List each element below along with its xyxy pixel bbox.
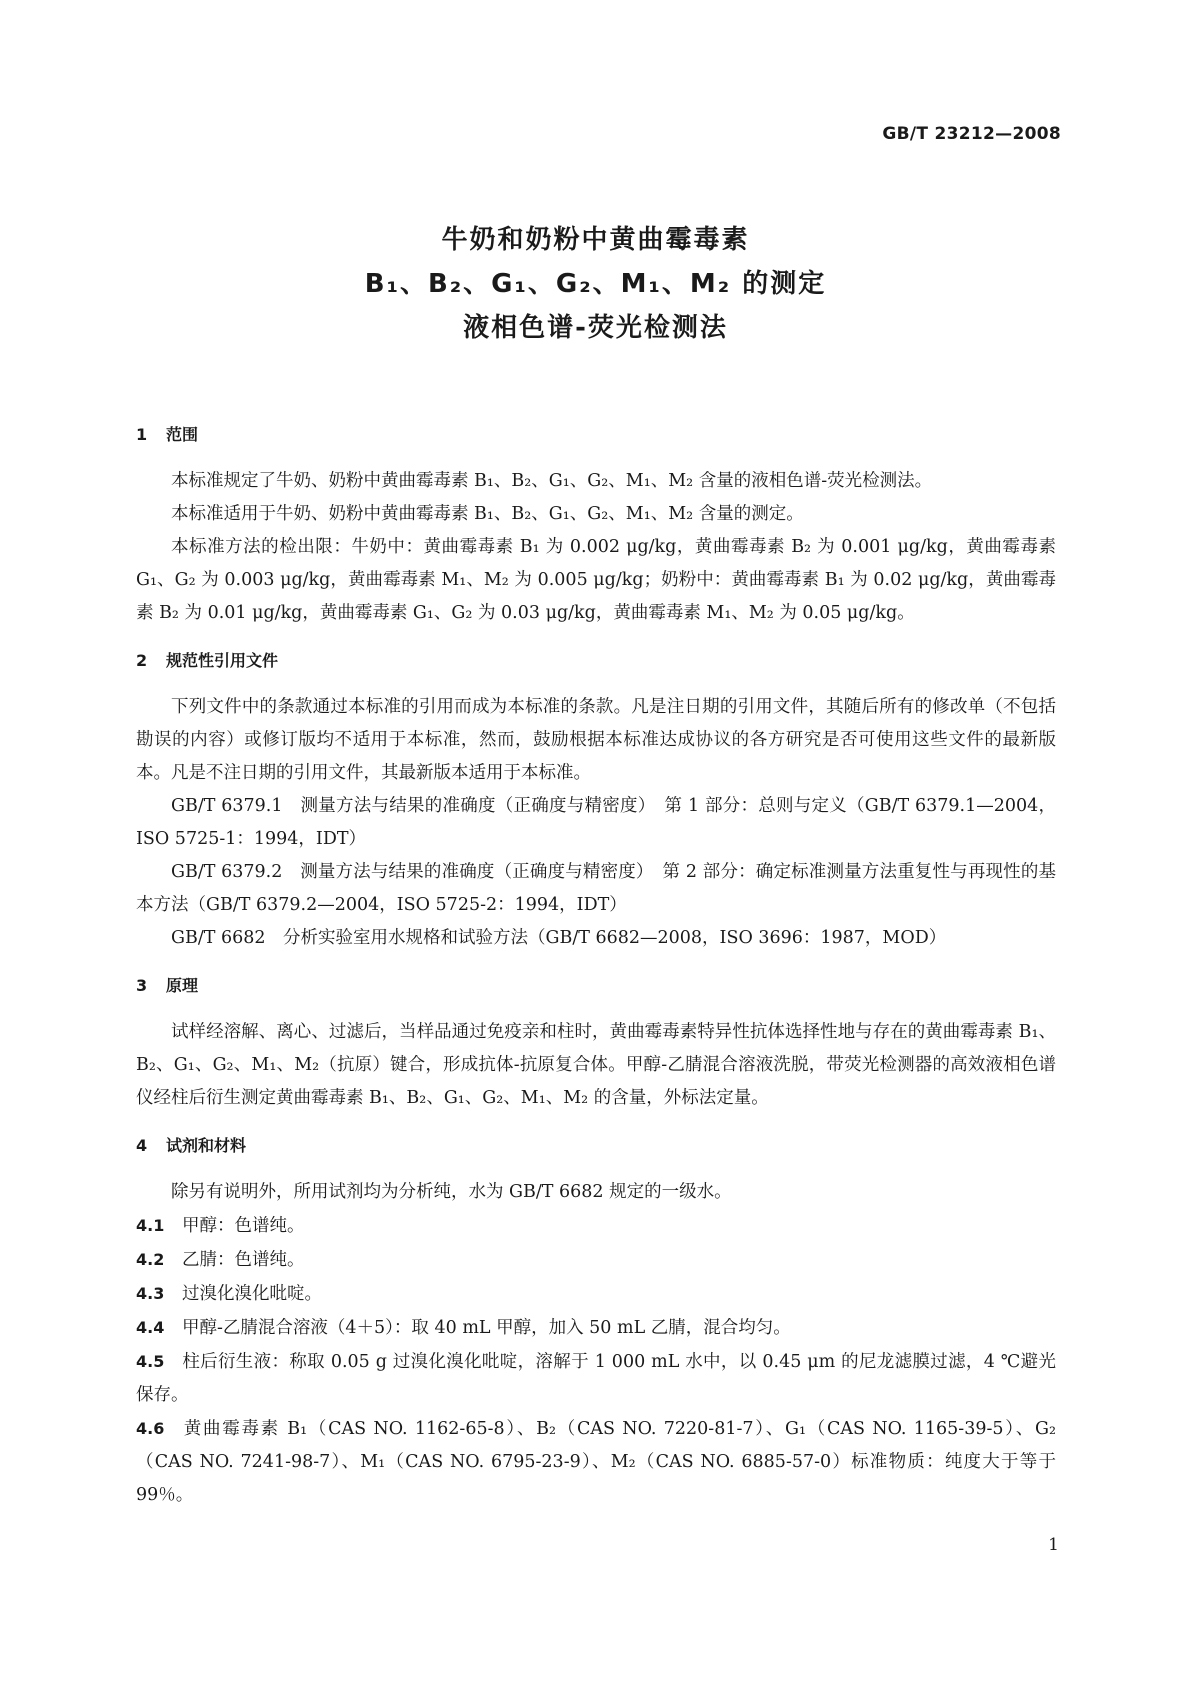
list-item (136, 1345, 1056, 1412)
title-line-2: B₁、B₂、G₁、G₂、M₁、M₂ 的测定 (364, 269, 827, 299)
section-number: 2 (136, 651, 148, 670)
section-number: 4 (136, 1136, 148, 1155)
paragraph: 除另有说明外，所用试剂均为分析纯，水为 GB/T 6682 规定的一级水。 (171, 1182, 732, 1202)
paragraph: 本标准方法的检出限：牛奶中：黄曲霉毒素 B₁ 为 0.002 μg/kg，黄曲霉毒素 B₂ 为 0.001 μg/kg，黄曲霉毒素G₁、G₂ 为 0.003 μg/kg，黄曲霉毒素 M₁、M₂ 为 0.005 μg/kg；奶粉中：黄曲霉毒素 B₁ 为 0.02 μg/kg，黄曲霉毒素 B₂ 为 0.01 μg/kg，黄曲霉毒素 G₁、G₂ 为 0.03 μg/kg，黄曲霉毒素 M₁、M₂ 为 0.05 μg/kg。 (136, 537, 1056, 623)
reference-item: GB/T 6682 分析实验室用水规格和试验方法（GB/T 6682—2008，ISO 3696：1987，MOD） (171, 928, 947, 948)
paragraph: 本标准适用于牛奶、奶粉中黄曲霉毒素 B₁、B₂、G₁、G₂、M₁、M₂ 含量的测定。 (171, 504, 804, 524)
title-line-1: 牛奶和奶粉中黄曲霉毒素 (441, 225, 750, 255)
standard-code: GB/T 23212—2008 (882, 124, 1061, 144)
item-text: 黄曲霉毒素 B₁（CAS NO. 1162-65-8）、B₂（CAS NO. 7220-81-7）、G₁（CAS NO. 1165-39-5）、G₂（CAS NO. 7241-98-7）、M₁（CAS NO. 6795-23-9）、M₂（CAS NO. 6885-57-0）标准物质：纯度大于等于 99％。 (136, 1419, 1056, 1505)
item-number: 4.2 (136, 1250, 165, 1269)
title-line-3: 液相色谱-荧光检测法 (463, 313, 728, 343)
item-number: 4.1 (136, 1216, 165, 1235)
paragraph: 下列文件中的条款通过本标准的引用而成为本标准的条款。凡是注日期的引用文件，其随后所有的修改单（不包括勘误的内容）或修订版均不适用于本标准，然而，鼓励根据本标准达成协议的各方研究是否可使用这些文件的最新版本。凡是不注日期的引用文件，其最新版本适用于本标准。 (136, 697, 1056, 783)
document-body (136, 410, 1056, 1512)
item-number: 4.4 (136, 1318, 165, 1337)
list-item (136, 1311, 1056, 1345)
section-heading-scope (136, 418, 1056, 451)
item-text: 甲醇-乙腈混合溶液（4＋5）：取 40 mL 甲醇，加入 50 mL 乙腈，混合均匀。 (182, 1318, 791, 1338)
paragraph: 本标准规定了牛奶、奶粉中黄曲霉毒素 B₁、B₂、G₁、G₂、M₁、M₂ 含量的液相色谱-荧光检测法。 (171, 471, 933, 491)
section-heading-reagents (136, 1129, 1056, 1162)
list-item (136, 1277, 1056, 1311)
section-number: 3 (136, 976, 148, 995)
page-number: 1 (1048, 1535, 1059, 1555)
paragraph: 试样经溶解、离心、过滤后，当样品通过免疫亲和柱时，黄曲霉毒素特异性抗体选择性地与存在的黄曲霉毒素 B₁、B₂、G₁、G₂、M₁、M₂（抗原）键合，形成抗体-抗原复合体。甲醇-乙腈混合溶液洗脱，带荧光检测器的高效液相色谱仪经柱后衍生测定黄曲霉毒素 B₁、B₂、G₁、G₂、M₁、M₂ 的含量，外标法定量。 (136, 1022, 1056, 1108)
reference-item: GB/T 6379.2 测量方法与结果的准确度（正确度与精密度） 第 2 部分：确定标准测量方法重复性与再现性的基本方法（GB/T 6379.2—2004，ISO 5725-2：1994，IDT） (136, 862, 1056, 915)
section-title: 试剂和材料 (166, 1136, 247, 1155)
list-item (136, 1412, 1056, 1512)
item-number: 4.5 (136, 1352, 165, 1371)
item-number: 4.6 (136, 1419, 165, 1438)
section-title: 范围 (166, 425, 199, 444)
list-item (136, 1243, 1056, 1277)
section-title: 规范性引用文件 (166, 651, 279, 670)
item-text: 过溴化溴化吡啶。 (182, 1284, 322, 1304)
section-title: 原理 (166, 976, 199, 995)
section-heading-principle (136, 969, 1056, 1002)
item-text: 乙腈：色谱纯。 (182, 1250, 305, 1270)
reference-item: GB/T 6379.1 测量方法与结果的准确度（正确度与精密度） 第 1 部分：总则与定义（GB/T 6379.1—2004，ISO 5725-1：1994，IDT） (136, 796, 1056, 849)
item-number: 4.3 (136, 1284, 165, 1303)
item-text: 甲醇：色谱纯。 (182, 1216, 305, 1236)
list-item (136, 1209, 1056, 1243)
section-heading-normative-references (136, 644, 1056, 677)
document-title (0, 218, 1191, 350)
section-number: 1 (136, 425, 148, 444)
item-text: 柱后衍生液：称取 0.05 g 过溴化溴化吡啶，溶解于 1 000 mL 水中，以 0.45 μm 的尼龙滤膜过滤，4 ℃避光保存。 (136, 1352, 1056, 1405)
